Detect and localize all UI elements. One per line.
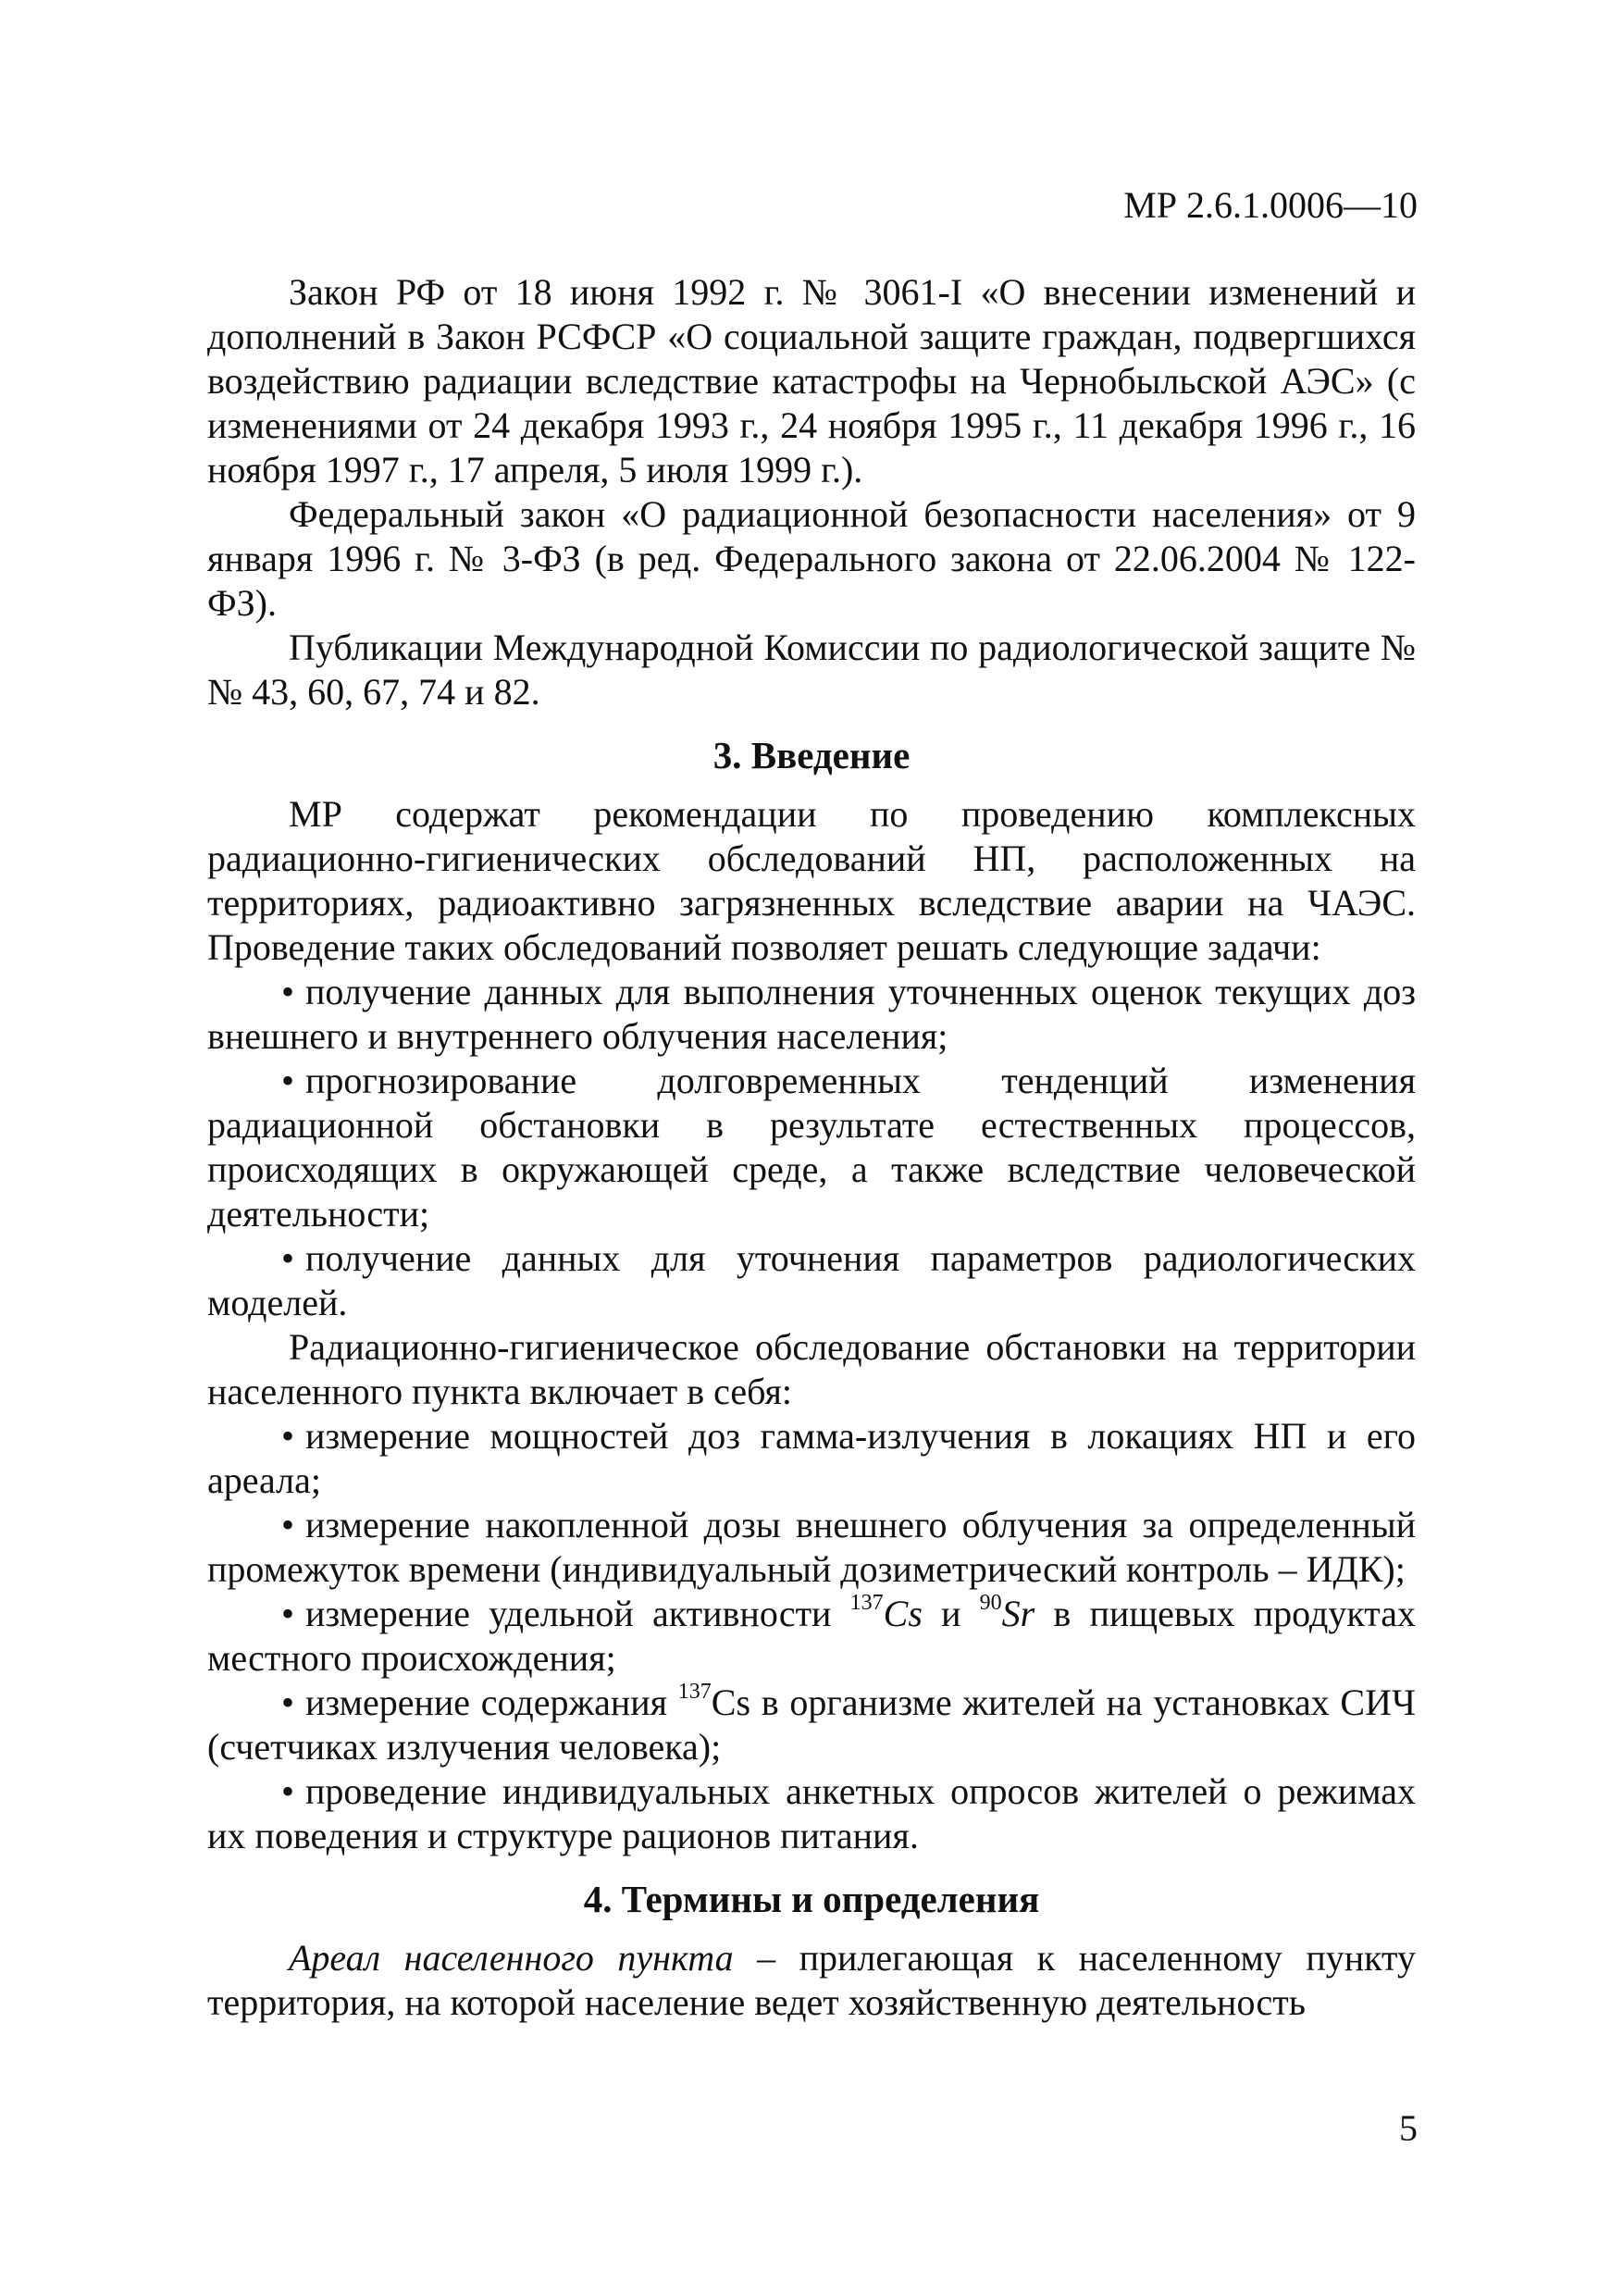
list-item-text: измерение содержания (305, 1682, 678, 1723)
reference-paragraph: Федеральный закон «О радиационной безопасности населения» от 9 января 1996 г. № 3-ФЗ (в ред. Федерального закона от 22.06.2004 № 122-ФЗ). (207, 493, 1416, 624)
reference-paragraph: Закон РФ от 18 июня 1992 г. № 3061-I «О внесении изменений и дополнений в Закон РСФСР «О социальной защите граждан, подвергшихся воздействию радиации вследствие катастрофы на Чернобыльской АЭС» (с изменениями от 24 декабря 1993 г., 24 ноября 1995 г., 11 декабря 1996 г., 16 ноября 1997 г., 17 апреля, 5 июля 1999 г.). (207, 271, 1416, 490)
list-item (207, 1681, 1416, 1769)
list-item-text: прогнозирование долговременных тенденций изменения радиационной обстановки в результате естественных процессов, происходящих в окружающей среде, а также вследствие человеческой деятельности; (207, 1060, 1416, 1235)
survey-paragraph: Радиационно-гигиеническое обследование обстановки на территории населенного пункта включает в себя: (207, 1326, 1416, 1412)
list-item-text: получение данных для уточнения параметров радиологических моделей. (207, 1237, 1416, 1323)
bullet-icon: • (281, 1060, 295, 1101)
list-item-text: измерение накопленной дозы внешнего облучения за определенный промежуток времени (индивидуальный дозиметрический контроль – ИДК); (207, 1504, 1416, 1590)
list-item-text: и (922, 1593, 980, 1634)
section-heading-introduction: 3. Введение (712, 734, 911, 776)
definition-paragraph (207, 1936, 1416, 2025)
isotope-symbol: Cs (883, 1593, 923, 1634)
defined-term: Ареал населенного пункта (289, 1937, 734, 1979)
section-heading-terms: 4. Термины и определения (583, 1878, 1040, 1920)
list-item (207, 1592, 1416, 1681)
bullet-icon: • (281, 1504, 295, 1545)
list-item-text: измерение удельной активности (305, 1593, 850, 1634)
list-item (207, 1414, 1416, 1503)
isotope-symbol: Sr (1001, 1593, 1035, 1634)
isotope-mass-number: 137 (677, 1680, 712, 1704)
bullet-icon: • (281, 1682, 295, 1723)
list-item-text: в организме жителей на установках СИЧ (счетчиках излучения человека); (207, 1682, 1416, 1768)
list-item (207, 1503, 1416, 1592)
list-item (207, 1059, 1416, 1236)
list-item-text: проведение индивидуальных анкетных опросов жителей о режимах их поведения и структуре рационов питания. (207, 1770, 1416, 1856)
bullet-icon: • (281, 1415, 295, 1457)
list-item-text: измерение мощностей доз гамма-излучения в локациях НП и его ареала; (207, 1415, 1416, 1501)
isotope-symbol: Cs (711, 1682, 751, 1723)
bullet-icon: • (281, 1770, 295, 1812)
bullet-icon: • (281, 1593, 295, 1634)
document-code: МР 2.6.1.0006—10 (1123, 184, 1418, 226)
reference-paragraph: Публикации Международной Комиссии по радиологической защите №№ 43, 60, 67, 74 и 82. (207, 627, 1416, 713)
page-content (207, 270, 1416, 2025)
bullet-icon: • (281, 971, 295, 1012)
bullet-icon: • (281, 1237, 295, 1279)
introduction-paragraph: МР содержат рекомендации по проведению комплексных радиационно-гигиенических обследований НП, расположенных на территориях, радиоактивно загрязненных вследствие аварии на ЧАЭС. Проведение таких обследований позволяет решать следующие задачи: (207, 793, 1416, 968)
isotope-mass-number: 90 (979, 1591, 1002, 1615)
page-number: 5 (1399, 2107, 1418, 2149)
definition-text: – прилегающая к населенному пункту территория, на которой население ведет хозяйственную деятельность (207, 1937, 1416, 2023)
list-item-text: получение данных для выполнения уточненных оценок текущих доз внешнего и внутреннего облучения населения; (207, 971, 1416, 1057)
list-item (207, 970, 1416, 1059)
list-item (207, 1236, 1416, 1325)
list-item (207, 1769, 1416, 1858)
list-item-text: в пищевых продуктах местного происхождения; (207, 1593, 1417, 1679)
isotope-mass-number: 137 (849, 1591, 884, 1615)
